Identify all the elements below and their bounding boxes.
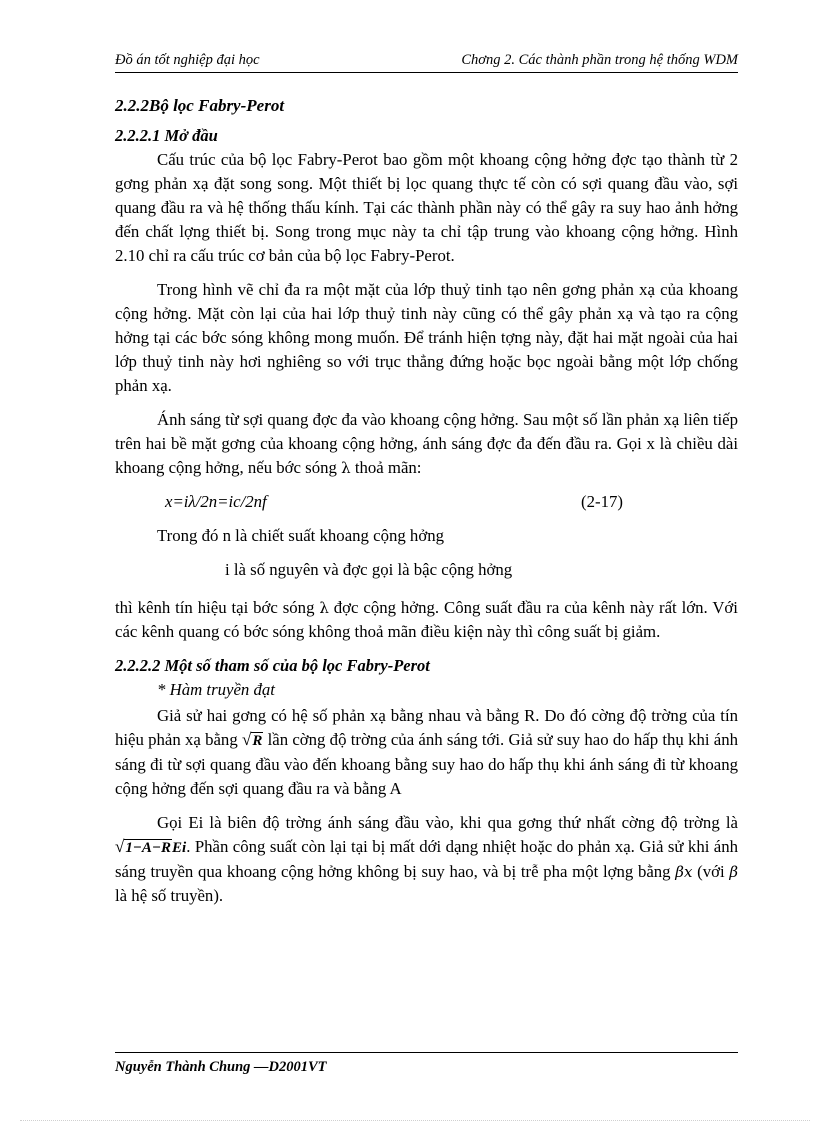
sqrt-field-ei: Ei [172,840,187,856]
subsection-title-intro: 2.2.2.1 Mở đầu [115,126,218,145]
paragraph-3-text-a: Ánh sáng từ sợi quang đợc đa vào khoang cộng hởng. Sau một số lần phản xạ liên tiếp trên hai bề mặt gơng của khoang cộng hởng, ánh sáng đợc đa đến đầu ra. Gọi x là chiều dài khoang cộng hởng, nếu bớc sóng [115,410,738,477]
definition-n: Trong đó n là chiết suất khoang cộng hởng [157,526,444,545]
sqrt-field-expression: √1−A−REi [115,837,187,856]
formula-expression: x=iλ/2n=ic/2nf [165,492,267,511]
paragraph-6-text-b: . Phần công suất còn lại tại bị mất dới dạng nhiệt hoặc do phản xạ. Giả sử khi ánh sáng truyền qua khoang cộng hởng không bị suy hao, và bị trễ pha một lợng bằng [115,837,738,881]
page-header [115,52,738,73]
equation-number: (2-17) [581,492,623,511]
beta-symbol: β [729,863,739,881]
paragraph-4-text-a: thì kênh tín hiệu tại bớc sóng [115,598,315,617]
header-document-title: Đồ án tốt nghiệp đại học [115,52,260,68]
paragraph-1: Cấu trúc của bộ lọc Fabry-Perot bao gồm một khoang cộng hởng đợc tạo thành từ 2 gơng phản xạ đặt song song. Một thiết bị lọc quang thực tế còn có sợi quang đầu vào, sợi quang đầu ra và hệ thống thấu kính. Tại các thành phần này có thể gây ra suy hao ảnh hởng đến chất lợng thiết bị. Song trong mục này ta chỉ tập trung vào khoang cộng hởng. Hình 2.10 chỉ ra cấu trúc cơ bản của bộ lọc Fabry-Perot. [115,150,738,265]
subsection-title-parameters: 2.2.2.2 Một số tham số của bộ lọc Fabry-Perot [115,656,430,675]
bottom-dotted-divider [20,1120,810,1121]
page-content [115,94,738,918]
lambda-symbol: λ [319,599,329,617]
paragraph-4-text-b: đợc cộng hởng. Công suất đầu ra của kênh này rất lớn. Với các kênh quang có bớc sóng không thoả mãn điều kiện này thì công suất bị giảm. [115,598,738,641]
paragraph-6 [115,811,738,908]
sqrt-r-radicand: R [252,733,263,749]
paragraph-5-text-a: Giả sử hai gơng có hệ số phản xạ bằng nhau và bằng R. Do đó cờng độ trờng của tín hiệu phản xạ bằng [115,706,738,749]
section-title: 2.2.2Bộ lọc Fabry-Perot [115,96,285,115]
definition-i: i là số nguyên và đợc gọi là bậc cộng hởng [225,560,513,579]
header-chapter-title: Chơng 2. Các thành phần trong hệ thống WDM [461,52,738,68]
paragraph-4 [115,596,738,644]
paragraph-6-text-a: Gọi Ei là biên độ trờng ánh sáng đầu vào, khi qua gơng thứ nhất cờng độ trờng là [157,813,738,832]
paragraph-6-text-c: (với [697,862,725,881]
footer-author: Nguyễn Thành Chung —D2001VT [115,1059,327,1075]
sqrt-field-radicand: 1−A−R [125,840,172,856]
transfer-function-heading: * Hàm truyền đạt [157,680,275,699]
paragraph-6-text-d: là hệ số truyền). [115,886,224,905]
paragraph-5 [115,704,738,801]
formula-2-17 [165,490,738,516]
beta-x-symbol: βx [675,863,693,881]
paragraph-3-text-b: thoả mãn: [354,458,422,477]
paragraph-5-text-b: lần cờng độ trờng của ánh sáng tới. Giả sử suy hao do hấp thụ khi ánh sáng đi từ sợi quang đầu vào đến khoang bằng suy hao do hấp thụ khi ánh sáng đi từ khoang cộng hởng đến sợi quang đầu ra và bằng A [115,730,738,798]
paragraph-3 [115,408,738,480]
lambda-symbol: λ [341,459,351,477]
page-footer [115,1052,738,1076]
paragraph-2: Trong hình vẽ chỉ đa ra một mặt của lớp thuỷ tinh tạo nên gơng phản xạ của khoang cộng hởng. Mặt còn lại của hai lớp thuỷ tinh này cũng có thể gây phản xạ và tạo ra cộng hởng tại các bớc sóng không mong muốn. Để tránh hiện tợng này, đặt hai mặt ngoài của hai lớp thuỷ tinh này hơi nghiêng so với trục thẳng đứng hoặc bọc ngoài bằng một lớp chống phản xạ. [115,280,738,395]
sqrt-r-expression: √R [241,730,263,749]
